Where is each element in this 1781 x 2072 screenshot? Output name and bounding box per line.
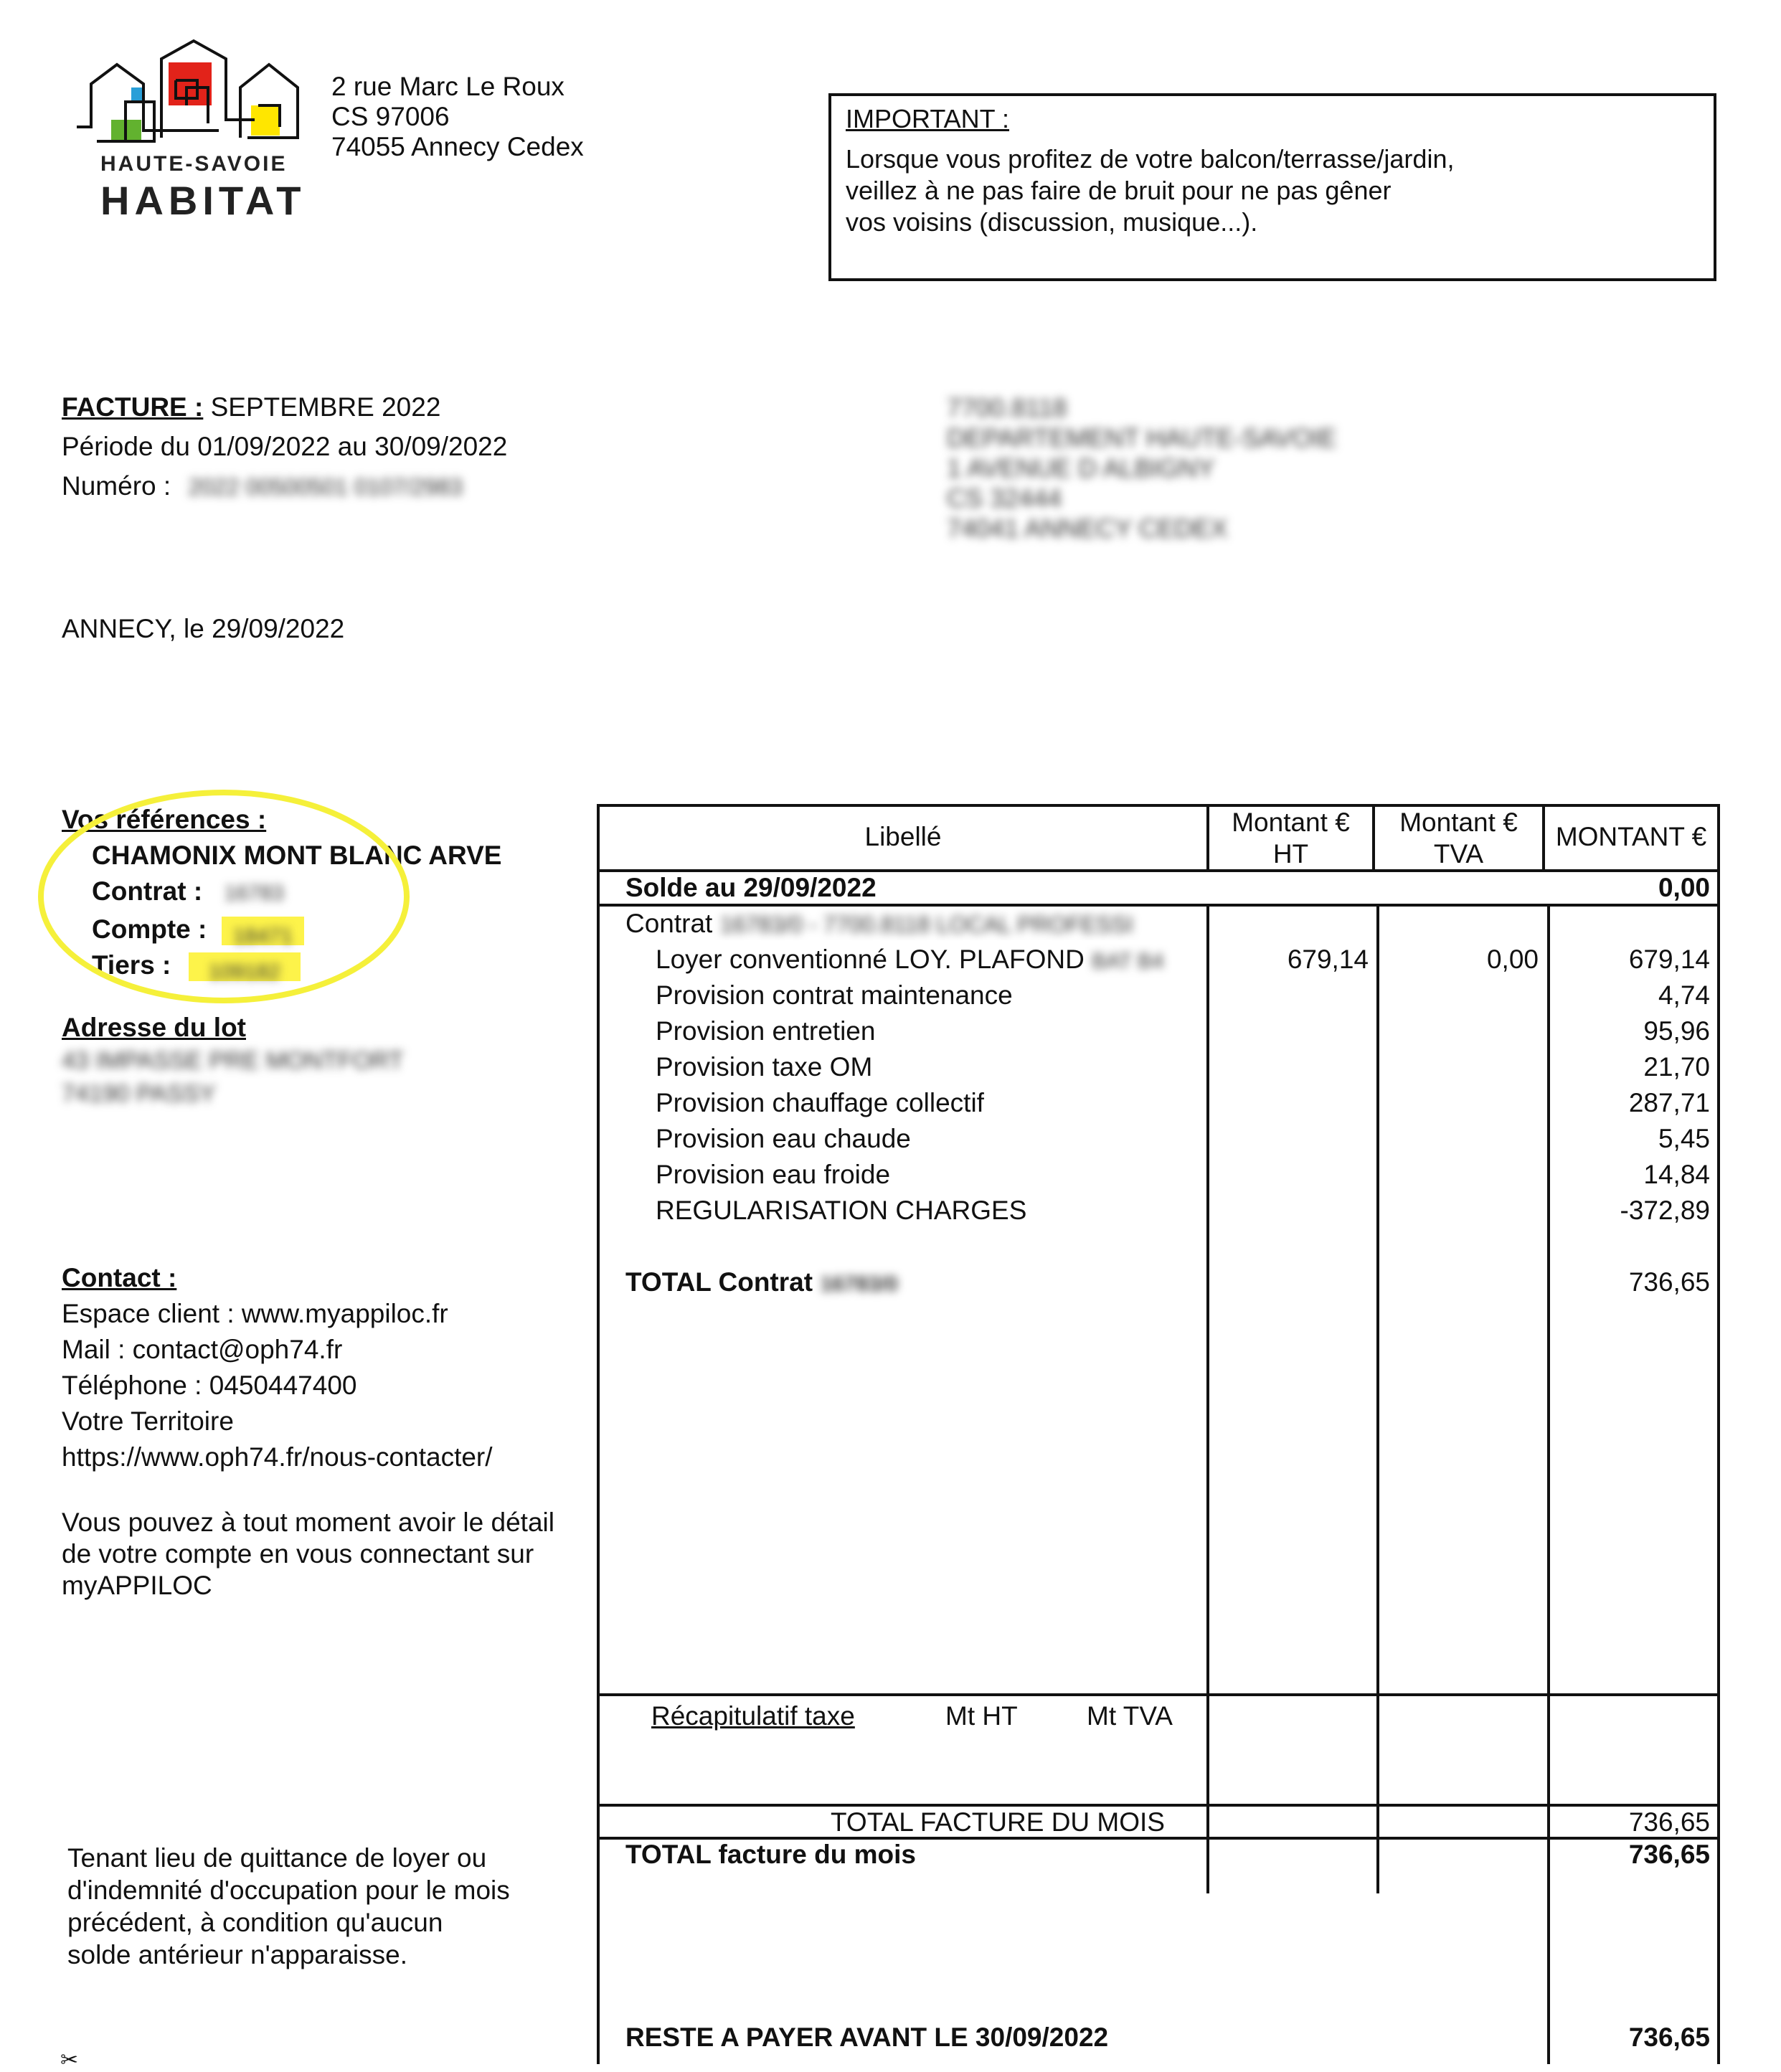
contact-detail-line: Vous pouvez à tout moment avoir le détail bbox=[62, 1508, 554, 1537]
row-label: REGULARISATION CHARGES bbox=[656, 1196, 1027, 1225]
logo-houses-icon bbox=[75, 37, 312, 152]
recap-mt-ht: Mt HT bbox=[945, 1701, 1018, 1731]
row-label: Provision taxe OM bbox=[656, 1052, 873, 1082]
row-label: Provision chauffage collectif bbox=[656, 1088, 984, 1117]
lot-line: 74190 PASSY bbox=[62, 1080, 216, 1107]
total-facture-mois-upper: TOTAL FACTURE DU MOIS bbox=[831, 1807, 1165, 1837]
logo-line2: HABITAT bbox=[100, 178, 306, 223]
row-label bbox=[656, 944, 1204, 978]
row-total: 287,71 bbox=[1628, 1088, 1710, 1117]
lot-address-block bbox=[62, 1011, 404, 1110]
recap-taxe-label: Récapitulatif taxe bbox=[651, 1701, 855, 1731]
recap-mt-tva: Mt TVA bbox=[1087, 1701, 1173, 1731]
contrat-prefix: Contrat bbox=[625, 909, 720, 938]
solde-label: Solde au 29/09/2022 bbox=[625, 873, 877, 902]
contact-detail-line: myAPPILOC bbox=[62, 1571, 212, 1600]
header-ht-line2: HT bbox=[1272, 839, 1309, 869]
table-col-rule bbox=[1547, 904, 1550, 1893]
references-site: CHAMONIX MONT BLANC ARVE bbox=[92, 841, 502, 870]
contact-mail[interactable]: Mail : contact@oph74.fr bbox=[62, 1335, 343, 1364]
sender-address-line: 2 rue Marc Le Roux bbox=[331, 72, 564, 101]
table-col-rule bbox=[1547, 1837, 1550, 2064]
row-total: 21,70 bbox=[1643, 1052, 1710, 1082]
invoice-number-label: Numéro : bbox=[62, 471, 171, 501]
contrat-detail: 16783/0 - 7700.8118 LOCAL PROFESSI bbox=[719, 912, 1133, 937]
row-total: 5,45 bbox=[1658, 1124, 1710, 1153]
contact-espace-client[interactable]: Espace client : www.myappiloc.fr bbox=[62, 1299, 448, 1328]
quittance-line: précédent, à condition qu'aucun bbox=[67, 1908, 443, 1937]
total-facture-mois: TOTAL facture du mois bbox=[625, 1840, 916, 1869]
quittance-note bbox=[67, 1842, 510, 1971]
contact-url[interactable]: https://www.oph74.fr/nous-contacter/ bbox=[62, 1442, 493, 1472]
row-total: -372,89 bbox=[1620, 1196, 1710, 1225]
contact-block bbox=[62, 1260, 554, 1602]
header-libelle: Libellé bbox=[864, 822, 942, 851]
contact-detail-line: de votre compte en vous connectant sur bbox=[62, 1539, 534, 1569]
table-col-rule bbox=[1206, 904, 1209, 1893]
row-tva: 0,00 bbox=[1486, 945, 1539, 974]
invoice-table bbox=[597, 804, 1720, 2064]
row-label-text: Loyer conventionné LOY. PLAFOND bbox=[656, 945, 1092, 974]
reste-a-payer-label: RESTE A PAYER AVANT LE 30/09/2022 bbox=[625, 2023, 1109, 2052]
contact-telephone: Téléphone : 0450447400 bbox=[62, 1371, 357, 1400]
row-total: 95,96 bbox=[1643, 1016, 1710, 1046]
important-line: veillez à ne pas faire de bruit pour ne pas gêner bbox=[846, 176, 1392, 205]
row-total: 14,84 bbox=[1643, 1160, 1710, 1189]
sender-address-line: 74055 Annecy Cedex bbox=[331, 132, 584, 161]
row-total: 679,14 bbox=[1628, 945, 1710, 974]
scissors-icon: ✂ bbox=[60, 2048, 79, 2072]
compte-value: 18471 bbox=[232, 924, 293, 949]
table-border-top bbox=[597, 804, 1720, 807]
table-border-right bbox=[1717, 804, 1720, 2064]
total-facture-mois-value: 736,65 bbox=[1628, 1840, 1710, 1869]
recipient-line: CS 32444 bbox=[947, 483, 1062, 513]
company-logo bbox=[75, 37, 312, 224]
annotation-circle bbox=[36, 782, 423, 1011]
compte-label: Compte : bbox=[92, 914, 207, 944]
row-label: Provision eau froide bbox=[656, 1160, 891, 1189]
sender-address bbox=[331, 72, 584, 162]
header-tva bbox=[1375, 807, 1542, 870]
table-border-left bbox=[597, 804, 600, 2064]
invoice-period: Période du 01/09/2022 au 30/09/2022 bbox=[62, 432, 508, 461]
table-col-rule bbox=[1376, 904, 1379, 1893]
important-line: Lorsque vous profitez de votre balcon/terrasse/jardin, bbox=[846, 144, 1455, 174]
row-label: Provision entretien bbox=[656, 1016, 876, 1046]
total-contrat-value: 736,65 bbox=[1628, 1267, 1710, 1297]
tiers-label: Tiers : bbox=[92, 950, 171, 980]
quittance-line: d'indemnité d'occupation pour le mois bbox=[67, 1875, 510, 1905]
quittance-line: Tenant lieu de quittance de loyer ou bbox=[67, 1843, 487, 1873]
important-line: vos voisins (discussion, musique...). bbox=[846, 207, 1258, 237]
solde-value: 0,00 bbox=[1658, 873, 1710, 902]
recipient-line: DEPARTEMENT HAUTE-SAVOIE bbox=[947, 423, 1337, 453]
quittance-line: solde antérieur n'apparaisse. bbox=[67, 1940, 407, 1969]
contact-territoire: Votre Territoire bbox=[62, 1406, 234, 1436]
lot-line: 43 IMPASSE PRE MONTFORT bbox=[62, 1047, 404, 1074]
row-total: 4,74 bbox=[1658, 980, 1710, 1010]
invoice-number-value: 2022 00500501 0107/2983 bbox=[188, 474, 463, 500]
important-notice-box bbox=[828, 93, 1716, 281]
references-title: Vos références : bbox=[62, 805, 267, 834]
row-label: Provision contrat maintenance bbox=[656, 980, 1013, 1010]
tiers-value: 109182 bbox=[208, 960, 280, 985]
contrat-label: Contrat : bbox=[92, 876, 203, 906]
total-contrat-label-text: TOTAL Contrat bbox=[625, 1267, 821, 1297]
invoice-label: FACTURE : bbox=[62, 392, 204, 422]
invoice-month: SEPTEMBRE 2022 bbox=[203, 392, 441, 422]
recipient-line: 7700.8118 bbox=[947, 393, 1067, 422]
row-label: Provision eau chaude bbox=[656, 1124, 911, 1153]
invoice-header bbox=[62, 387, 507, 507]
row-label-detail: BAT B4 bbox=[1092, 950, 1164, 973]
total-contrat-label bbox=[625, 1267, 898, 1300]
lot-title: Adresse du lot bbox=[62, 1013, 246, 1042]
place-date: ANNECY, le 29/09/2022 bbox=[62, 614, 345, 643]
total-contrat-id: 16783/0 bbox=[820, 1272, 898, 1296]
row-ht: 679,14 bbox=[1287, 945, 1369, 974]
table-rule bbox=[597, 1693, 1720, 1696]
contrat-line bbox=[625, 908, 1204, 940]
sender-address-line: CS 97006 bbox=[331, 102, 450, 131]
recipient-line: 74041 ANNECY CEDEX bbox=[947, 514, 1228, 543]
recipient-address bbox=[947, 393, 1336, 544]
header-ht-line1: Montant € bbox=[1232, 808, 1350, 837]
contrat-value: 16783 bbox=[224, 881, 284, 905]
reste-a-payer-value: 736,65 bbox=[1628, 2023, 1710, 2052]
recipient-line: 1 AVENUE D ALBIGNY bbox=[947, 453, 1215, 483]
header-montant: MONTANT € bbox=[1555, 822, 1707, 851]
contact-title: Contact : bbox=[62, 1263, 177, 1292]
header-ht bbox=[1209, 807, 1372, 870]
logo-line1: HAUTE-SAVOIE bbox=[100, 152, 288, 176]
important-title: IMPORTANT : bbox=[846, 104, 1010, 133]
total-facture-mois-upper-value: 736,65 bbox=[1628, 1807, 1710, 1837]
header-tva-line1: Montant € bbox=[1399, 808, 1518, 837]
table-rule bbox=[597, 904, 1720, 907]
header-tva-line2: TVA bbox=[1433, 839, 1484, 869]
